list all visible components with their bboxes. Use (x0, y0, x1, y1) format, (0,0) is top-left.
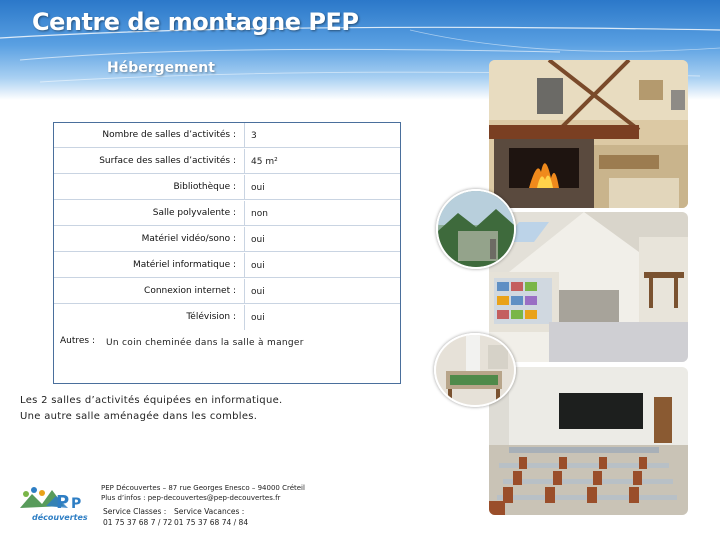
service-vacances-label: Service Vacances : (174, 507, 245, 516)
autres-label: Autres : (60, 336, 96, 346)
table-row (54, 227, 400, 253)
page-subtitle: Hébergement (107, 60, 215, 76)
row-label: Matériel informatique : (54, 253, 244, 278)
row-value: oui (244, 253, 400, 278)
attic-room-photo (489, 212, 688, 362)
row-label: Bibliothèque : (54, 175, 244, 200)
service-classes (103, 506, 172, 528)
row-label: Surface des salles d’activités : (54, 149, 244, 174)
service-vacances-phone: 01 75 37 68 74 / 84 (174, 518, 249, 527)
svg-text:P: P (71, 496, 82, 512)
table-row (54, 279, 400, 305)
autres-value: Un coin cheminée dans la salle à manger (106, 338, 304, 348)
row-value: oui (244, 175, 400, 200)
info-text: Plus d’infos : pep-decouvertes@pep-decouvertes.fr (101, 494, 281, 502)
row-label: Nombre de salles d’activités : (54, 123, 244, 148)
service-classes-label: Service Classes : (103, 507, 167, 516)
row-label: Télévision : (186, 312, 236, 322)
thumbnail-mountain-view (436, 189, 516, 269)
contact-info (101, 483, 305, 503)
row-label: Salle polyvalente : (54, 201, 244, 226)
notes (20, 393, 283, 425)
table-row (54, 175, 400, 201)
row-value: oui (244, 305, 400, 330)
table-row (54, 123, 400, 149)
logo-text: découvertes (32, 513, 88, 522)
page-title: Centre de montagne PEP (32, 8, 359, 36)
row-label: Connexion internet : (54, 279, 244, 304)
row-value: oui (244, 227, 400, 252)
table-row (54, 149, 400, 175)
fireplace-photo (489, 60, 688, 208)
service-classes-phone: 01 75 37 68 7 / 72 (103, 518, 173, 527)
table-row (54, 201, 400, 227)
row-value: 45 m² (244, 149, 400, 174)
row-value: non (244, 201, 400, 226)
address-text: PEP Découvertes – 87 rue Georges Enesco – 94000 Créteil (101, 484, 305, 492)
note-line: Les 2 salles d’activités équipées en informatique. (20, 395, 283, 406)
row-value: 3 (244, 123, 400, 148)
table-row (54, 253, 400, 279)
thumbnail-game-room (434, 333, 516, 407)
svg-text:P: P (56, 492, 70, 513)
pep-logo (16, 480, 92, 528)
classroom-photo (489, 367, 688, 515)
row-label: Matériel vidéo/sono : (54, 227, 244, 252)
note-line: Une autre salle aménagée dans les combles. (20, 411, 258, 422)
row-value: oui (244, 279, 400, 304)
service-vacances (174, 506, 248, 528)
table-row (54, 305, 400, 331)
